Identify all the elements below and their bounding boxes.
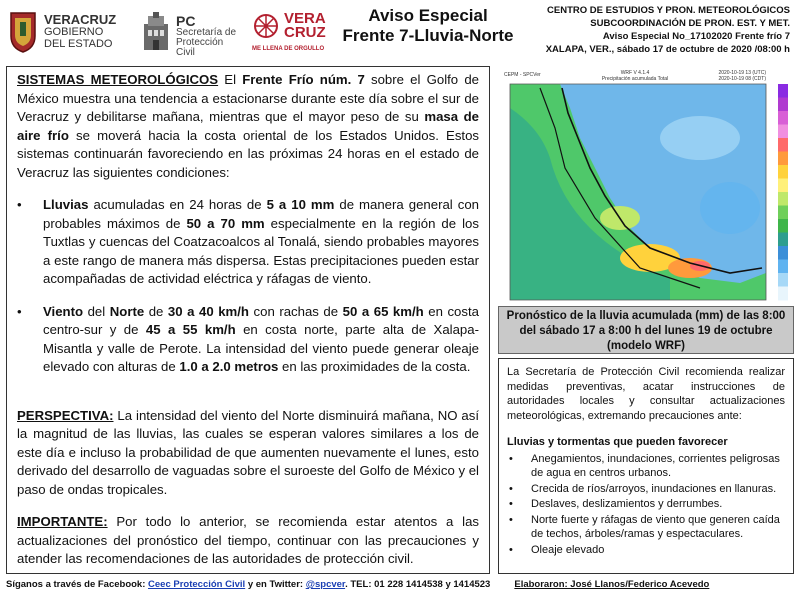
logo-text-line: DEL ESTADO [44, 38, 113, 50]
logo-text-line: Protección Civil [176, 37, 224, 58]
logo-text-line: VERACRUZ [44, 12, 117, 27]
caption-line: Pronóstico de la lluvia acumulada (mm) de las 8:00 [506, 310, 786, 322]
bullet-text [43, 196, 479, 289]
bold-run: Frente Frío núm. 7 [242, 72, 365, 87]
legend-swatch [778, 287, 788, 301]
perspectiva-paragraph [17, 407, 479, 500]
legend-swatch [778, 165, 788, 179]
map-caption [498, 306, 794, 354]
importante-paragraph [17, 513, 479, 569]
bold-run: 50 a 70 mm [186, 215, 265, 231]
bold-run: Norte [109, 303, 145, 319]
veracruz-shield-icon [8, 10, 38, 54]
text-run: del [83, 303, 110, 319]
bullet-dot: • [17, 197, 22, 212]
proteccion-civil-logo [140, 8, 238, 56]
spacer [17, 182, 479, 196]
page-title [338, 6, 518, 46]
footer-text: Síganos a través de Facebook: [6, 579, 149, 590]
legend-swatch [778, 179, 788, 193]
phone-text: . TEL: 01 228 1414538 y 1414523 [345, 579, 491, 590]
rain-sea-zone [700, 182, 760, 234]
bold-run: Lluvias [43, 197, 89, 212]
bold-run: masa de aire frío [17, 109, 479, 143]
bullet-dot: • [509, 452, 513, 465]
list-item [507, 452, 785, 481]
legend-colorbar [774, 68, 794, 304]
list-item [507, 482, 785, 497]
bullet-lluvias [17, 196, 479, 289]
legend-swatch [778, 260, 788, 274]
text-run: en costa centro-sur y de [43, 303, 479, 337]
text-run: de manera general con probables máximos de [43, 197, 479, 231]
legend-swatch [778, 192, 788, 206]
list-item-text: Crecida de ríos/arroyos, inundaciones en llanuras. [531, 482, 777, 495]
map-header-sub: Precipitación acumulada Total [601, 76, 669, 82]
legend-swatch [778, 206, 788, 220]
legend-swatch [778, 111, 788, 125]
section-label: SISTEMAS METEOROLÓGICOS [17, 72, 219, 87]
list-item [507, 513, 785, 542]
map-header-right2: 2020-10-19 08 (CDT) [718, 76, 766, 82]
bold-run: Viento [43, 303, 84, 319]
bullet-viento [17, 303, 479, 377]
title-line: Aviso Especial [368, 6, 488, 25]
caption-line: (modelo WRF) [607, 340, 685, 352]
list-item-text: Norte fuerte y ráfagas de viento que generen caída de techos, árboles/ramas y espectaculares. [531, 513, 780, 540]
veracruz-government-logo [8, 8, 126, 56]
legend-swatch [778, 219, 788, 233]
caption-line: del sábado 17 a 8:00 h del lunes 19 de octubre [519, 325, 773, 337]
logo-text-line: PC [176, 13, 196, 29]
veracruz-orgullo-logo [252, 8, 348, 56]
veracruz-logo-text [44, 14, 116, 50]
rain-sea-zone [660, 116, 740, 160]
map-legend [774, 68, 794, 304]
bullet-dot: • [17, 303, 22, 319]
logo-text-line: VERA [284, 10, 326, 27]
logo-text-line: Secretaría de [176, 27, 237, 38]
section-label: IMPORTANTE: [17, 514, 108, 529]
legend-swatch [778, 233, 788, 247]
facebook-link[interactable]: Ceec Protección Civil [148, 579, 246, 590]
orgullo-slogan: ME LLENA DE ORGULLO [252, 46, 325, 52]
text-run: Por todo lo anterior, se recomienda estar atentos a las actualizaciones del pronóstico del tiempo, continuar con las precauciones y atender las recomendaciones de las autoridades de protección civil. [17, 514, 479, 566]
agency-info [510, 4, 790, 56]
intro-paragraph [17, 71, 479, 182]
bullet-dot: • [509, 498, 513, 510]
bullet-dot: • [509, 482, 513, 495]
main-text-box [6, 66, 490, 574]
spacer [17, 499, 479, 513]
list-item-text: Anegamientos, inundaciones, corrientes peligrosas de agua en centros urbanos. [531, 452, 780, 479]
precipitation-map [500, 68, 770, 304]
footer [6, 578, 796, 592]
pc-building-icon [140, 10, 172, 54]
agency-sub: SUBCOORDINACIÓN DE PRON. EST. Y MET. [590, 18, 790, 29]
agency-name: CENTRO DE ESTUDIOS Y PRON. METEOROLÓGICOS [547, 5, 790, 16]
pc-logo-text [176, 14, 238, 58]
legend-swatch [778, 125, 788, 139]
bullet-dot: • [509, 513, 513, 526]
legend-swatch [778, 138, 788, 152]
text-run: La intensidad del viento del Norte disminuirá mañana, NO así la magnitud de las lluvias, las cuales se esperan valores similares a los de este día e incluso la probabilidad de que aumenten nuevamente el lunes, esto derivado del desarrollo de vaguadas sobre el suroeste del Golfo de México y el paso de ondas tropicales. [17, 407, 479, 497]
text-run: especialmente en la región de los Tuxtlas y cuencas del Coatzacoalcos al Tonalá, siendo probables mayores a este rango de manera más dispersa. Estas precipitaciones pueden estar acompañadas de actividad eléctrica y ráfagas de viento. [43, 215, 479, 286]
bullet-text [43, 303, 479, 377]
title-line: Frente 7-Lluvia-Norte [342, 26, 514, 45]
bulletin-date: XALAPA, VER., sábado 17 de octubre de 2020 /08:00 h [545, 44, 790, 55]
legend-swatch [778, 152, 788, 166]
spacer [17, 289, 479, 303]
list-item [507, 543, 785, 558]
text-run: acumuladas en 24 horas de [88, 197, 267, 212]
text-run: con rachas de [248, 303, 343, 319]
wrf-map-svg [500, 68, 770, 304]
logo-text-line: GOBIERNO [44, 26, 104, 38]
bold-run: 50 a 65 km/h [342, 303, 424, 319]
legend-swatch [778, 273, 788, 287]
text-run: El [218, 72, 243, 87]
map-header-left: CEPM - SPCVer [504, 72, 541, 78]
orgullo-logo-text [284, 12, 326, 40]
text-run: sobre el Golfo de México muestra una tendencia a estacionarse durante este día sobre el sur de Veracruz y debilitarse mañana, mientras que el mayor peso de su [17, 72, 479, 124]
legend-swatch [778, 246, 788, 260]
text-run: en las proximidades de la costa. [278, 359, 471, 374]
list-item-text: Deslaves, deslizamientos y derrumbes. [531, 498, 723, 510]
map-header-right1: 2020-10-19 13 (UTC) [718, 70, 766, 76]
twitter-link[interactable]: @spcver [305, 579, 346, 590]
text-run: se moverá hacia la costa oriental de los Estados Unidos. Estos sistemas continuarán favoreciendo en las próximas 24 horas en el estado de Veracruz las siguientes condiciones: [17, 127, 479, 180]
authors-text: Elaboraron: José Llanos/Federico Acevedo [514, 579, 710, 590]
bold-run: 5 a 10 mm [266, 197, 335, 212]
list-item [507, 497, 785, 512]
logo-text-line: CRUZ [284, 24, 326, 41]
spacer [17, 377, 479, 407]
recommendations-list [507, 452, 785, 558]
bulletin-number: Aviso Especial No_17102020 Frente frío 7 [602, 31, 790, 42]
bullet-dot: • [509, 543, 513, 556]
footer-text: y en Twitter: [245, 579, 306, 590]
map-header-center: WRF V 4.1.4 [620, 70, 650, 76]
recommendations-subtitle: Lluvias y tormentas que pueden favorecer [507, 436, 728, 448]
section-label: PERSPECTIVA: [17, 407, 114, 423]
recommendations-box [498, 358, 794, 574]
text-run: de [144, 303, 168, 319]
legend-swatch [778, 98, 788, 112]
list-item-text: Oleaje elevado [531, 543, 605, 556]
bold-run: 30 a 40 km/h [167, 303, 249, 319]
text-run: en costa norte, parte alta de Xalapa-Misantla y valle de Perote. La intensidad del viento puede generar oleaje elevado con alturas de [43, 322, 479, 374]
header [0, 0, 800, 66]
bold-run: 45 a 55 km/h [145, 322, 236, 337]
bold-run: 1.0 a 2.0 metros [179, 359, 279, 374]
recommendations-text: La Secretaría de Protección Civil recomienda realizar medidas preventivas, acatar instrucciones de autoridades locales y consultar actualizaciones meteorológicas, extremando precauciones ante: [507, 366, 785, 422]
legend-swatch [778, 84, 788, 98]
